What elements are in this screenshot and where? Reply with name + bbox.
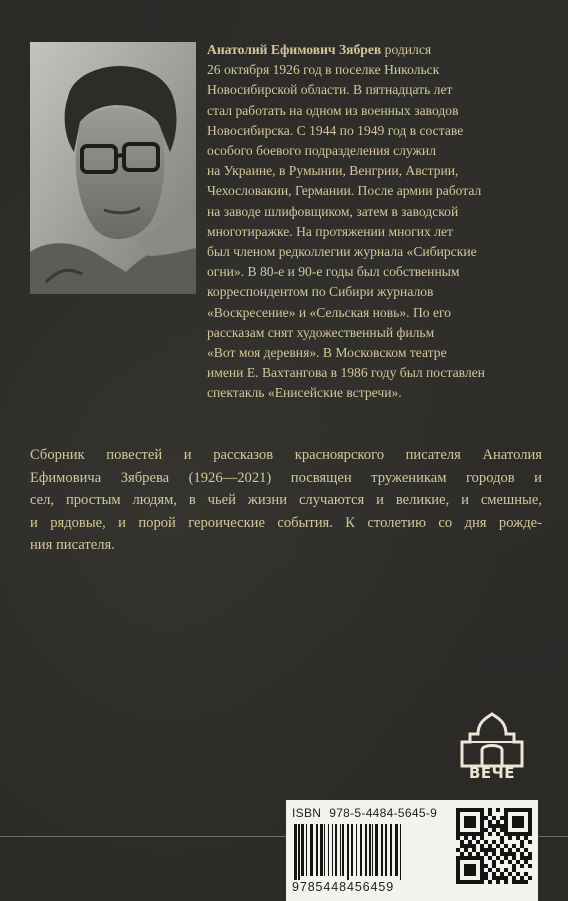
bio-line: имени Е. Вахтангова в 1986 году был поставлен [207,365,485,381]
bio-line: Новосибирской области. В пятнадцать лет [207,82,453,98]
bio-line: «Вот моя деревня». В Московском театре [207,345,447,361]
bio-line: Новосибирска. С 1944 по 1949 год в составе [207,122,464,138]
barcode-digits: 9785448456459 [292,880,395,894]
author-biography [207,40,543,404]
bio-line: на Украине, в Румынии, Венгрии, Австрии, [207,163,459,179]
bio-line: «Воскресение» и «Сельская новь». По его [207,304,452,320]
bio-line: стал работать на одном из военных заводов [207,102,459,118]
author-photo [30,42,196,294]
annotation-line: Ефимовича Зябрева (1926—2021) посвящен труженикам городов и [30,469,542,486]
isbn-number: 978-5-4484-5645-9 [329,806,438,820]
annotation-line: сел, простым людям, в чьей жизни случаются и великие, и смешные, [30,492,542,509]
bio-line: Анатолий Ефимович Зябрев родился [207,42,432,57]
annotation-line: ния писателя. [30,537,115,554]
bio-line: 26 октября 1926 год в поселке Никольск [207,62,440,78]
bio-line: спектакль «Енисейские встречи». [207,385,402,401]
bio-line: огни». В 80-е и 90-е годы был собственным [207,264,460,280]
bio-line: особого боевого подразделения служил [207,143,436,159]
barcode-panel [286,800,538,901]
author-name: Анатолий Ефимович Зябрев [207,42,382,57]
annotation-line: и рядовые, и порой героические события. К столетию со дня рожде- [30,514,542,531]
isbn-label: ISBN 978-5-4484-5645-9 [292,806,438,820]
book-annotation [30,444,542,557]
bio-line: корреспондентом по Сибири журналов [207,284,434,300]
bio-line: многотиражке. На протяжении многих лет [207,223,453,239]
bio-line: Чехословакии, Германии. После армии работал [207,183,482,199]
bio-line: на заводе шлифовщиком, затем в заводской [207,203,459,219]
bio-line: рассказам снят художественный фильм [207,324,435,340]
publisher-name: ВЕЧЕ [468,764,516,782]
bio-line: был членом редколлегии журнала «Сибирские [207,244,477,260]
annotation-line: Сборник повестей и рассказов красноярского писателя Анатолия [30,447,542,463]
ean-barcode [292,824,442,880]
qr-code-icon [456,808,532,884]
author-portrait-image [30,42,196,294]
